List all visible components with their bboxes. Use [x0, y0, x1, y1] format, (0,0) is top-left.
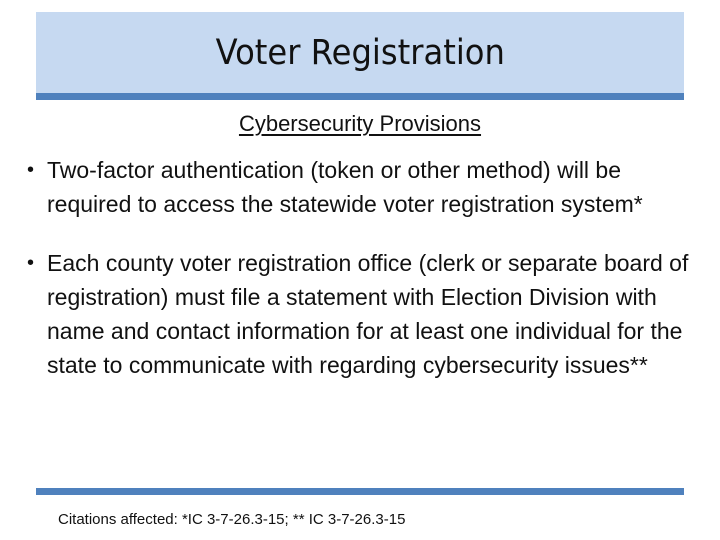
- bullet-item: [27, 246, 697, 382]
- slide-title: Voter Registration: [215, 32, 505, 73]
- bullet-text: Two-factor authentication (token or other method) will be required to access the statewide voter registration system*: [47, 157, 643, 217]
- title-band: [36, 12, 684, 93]
- title-divider: [36, 93, 684, 100]
- citation-note: Citations affected: *IC 3-7-26.3-15; ** IC 3-7-26.3-15: [58, 511, 406, 528]
- slide-subtitle: Cybersecurity Provisions: [238, 111, 482, 136]
- bullet-item: [27, 153, 697, 221]
- bullet-icon: •: [27, 159, 35, 181]
- footer-divider: [36, 488, 684, 495]
- bullet-list: [27, 153, 697, 382]
- bullet-icon: •: [27, 252, 35, 274]
- bullet-text: Each county voter registration office (clerk or separate board of registration) must file a statement with Election Division with name and contact information for at least one individual for the state to communicate with regarding cybersecurity issues**: [47, 250, 689, 378]
